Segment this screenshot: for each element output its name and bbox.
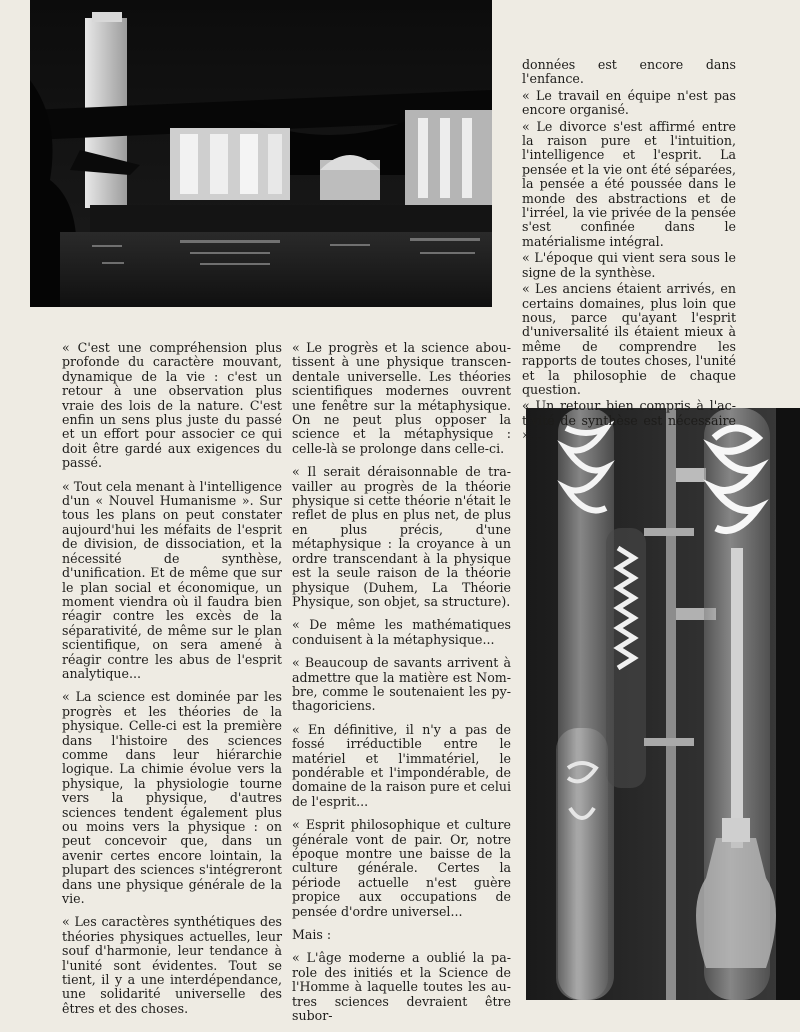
paragraph: « La science est dominée par les progrès et les théories de la physique. Celle-ci est la première dans l'histoire des sciences comme dans leur hiérarchie logique. La chimie évolue vers la physique, la physiologie tourne vers la physique, d'autres sciences tendent également plus ou moins vers la physique : on peut concevoir que, dans un avenir certes encore lointain, la plupart des sciences s'intégreront dans une physique générale de la vie. [62, 689, 282, 907]
glass-apparatus-photo-icon [526, 408, 800, 1000]
paragraph: « Le progrès et la science aboutissent à une physique transcendentale universelle. Les théories scientifiques modernes ouvrent une fenêtre sur la métaphysique. On ne peut plus opposer la science et la métaphysique : celle-là se prolonge dans celle-ci. [292, 340, 511, 456]
paragraph: « Les caractères synthétiques des théories physiques actuelles, leur souf d'harmonie, leur tendance à l'unité sont évidentes. Tout se tient, il y a une interdépendance, une solidarité universelle des êtres et des choses. [62, 914, 282, 1016]
paragraph: « L'âge moderne a oublié la parole des initiés et la Science de l'Homme à laquelle toutes les autres sciences devraient être subor- [292, 950, 511, 1024]
text-column-right [522, 58, 736, 445]
night-exhibition-photo [30, 0, 492, 307]
paragraph: « Esprit philosophique et culture générale vont de pair. Or, notre époque montre une baisse de la culture générale. Certes la période actuelle n'est guère propice aux occupations de pensée d'ordre universel... [292, 817, 511, 919]
paragraph: données est encore dans l'enfance. [522, 57, 736, 87]
paragraph: « Le divorce s'est affirmé entre la raison pure et l'intuition, l'intelligence et l'esprit. La pensée et la vie ont été séparées, la pensée a été poussée dans le monde des abstractions et de l'irréel, la vie privée de la pensée s'est confinée dans le matérialisme intégral. [522, 118, 736, 249]
glass-apparatus-photo [526, 408, 800, 1000]
paragraph: Mais : [292, 927, 332, 943]
paragraph: « De même les mathématiques conduisent à la métaphysique... [292, 617, 511, 647]
paragraph: « En définitive, il n'y a pas de fossé irréductible entre le matériel et l'immatériel, le pondérable et l'impondérable, de domaine de la raison pure et celui de l'esprit... [292, 721, 511, 809]
paragraph: « L'époque qui vient sera sous le signe de la synthèse. [522, 250, 736, 280]
text-column-left [62, 341, 282, 1025]
night-exhibition-photo-icon [30, 0, 492, 307]
paragraph: « Il serait déraisonnable de travailler au progrès de la théorie physique si cette théorie n'était le reflet de plus en plus net, de plus en plus précis, d'une métaphysique : la croyance à un ordre transcendant à la physique est la seule raison de la théorie physique (Duhem, La Théorie Physique, son objet, sa structure). [292, 464, 511, 609]
paragraph: « Beaucoup de savants arrivent à admettre que la matière est Nombre, comme le soutenaient les pythagoriciens. [292, 655, 511, 714]
paragraph: « Les anciens étaient arrivés, en certains domaines, plus loin que nous, parce qu'ayant l'esprit d'universalité ils étaient mieux à même de comprendre les rapports de toutes choses, l'unité et la philosophie de chaque question. [522, 281, 736, 397]
paragraph: « Tout cela menant à l'intelligence d'un « Nouvel Humanisme ». Sur tous les plans on peut constater aujourd'hui les méfaits de l'esprit de division, de dissociation, et la nécessité de synthèse, d'unification. Et de même que sur le plan social et économique, un moment viendra où il faudra bien réagir contre les excès de la séparativité, de même sur le plan scientifique, on sera amené à réagir contre les abus de l'esprit analytique... [62, 478, 282, 681]
paragraph: « Un retour bien compris à l'activité de synthèse est nécessaire »... [522, 398, 736, 443]
paragraph: « C'est une compréhension plus profonde du caractère mouvant, dynamique de la vie : c'est un retour à une observation plus vraie des lois de la nature. C'est enfin un sens plus juste du passé et un effort pour associer ce qui doit être gardé aux exigences du passé. [62, 340, 282, 471]
paragraph: « Le travail en équipe n'est pas encore organisé. [522, 87, 736, 118]
text-column-middle [292, 341, 511, 1032]
